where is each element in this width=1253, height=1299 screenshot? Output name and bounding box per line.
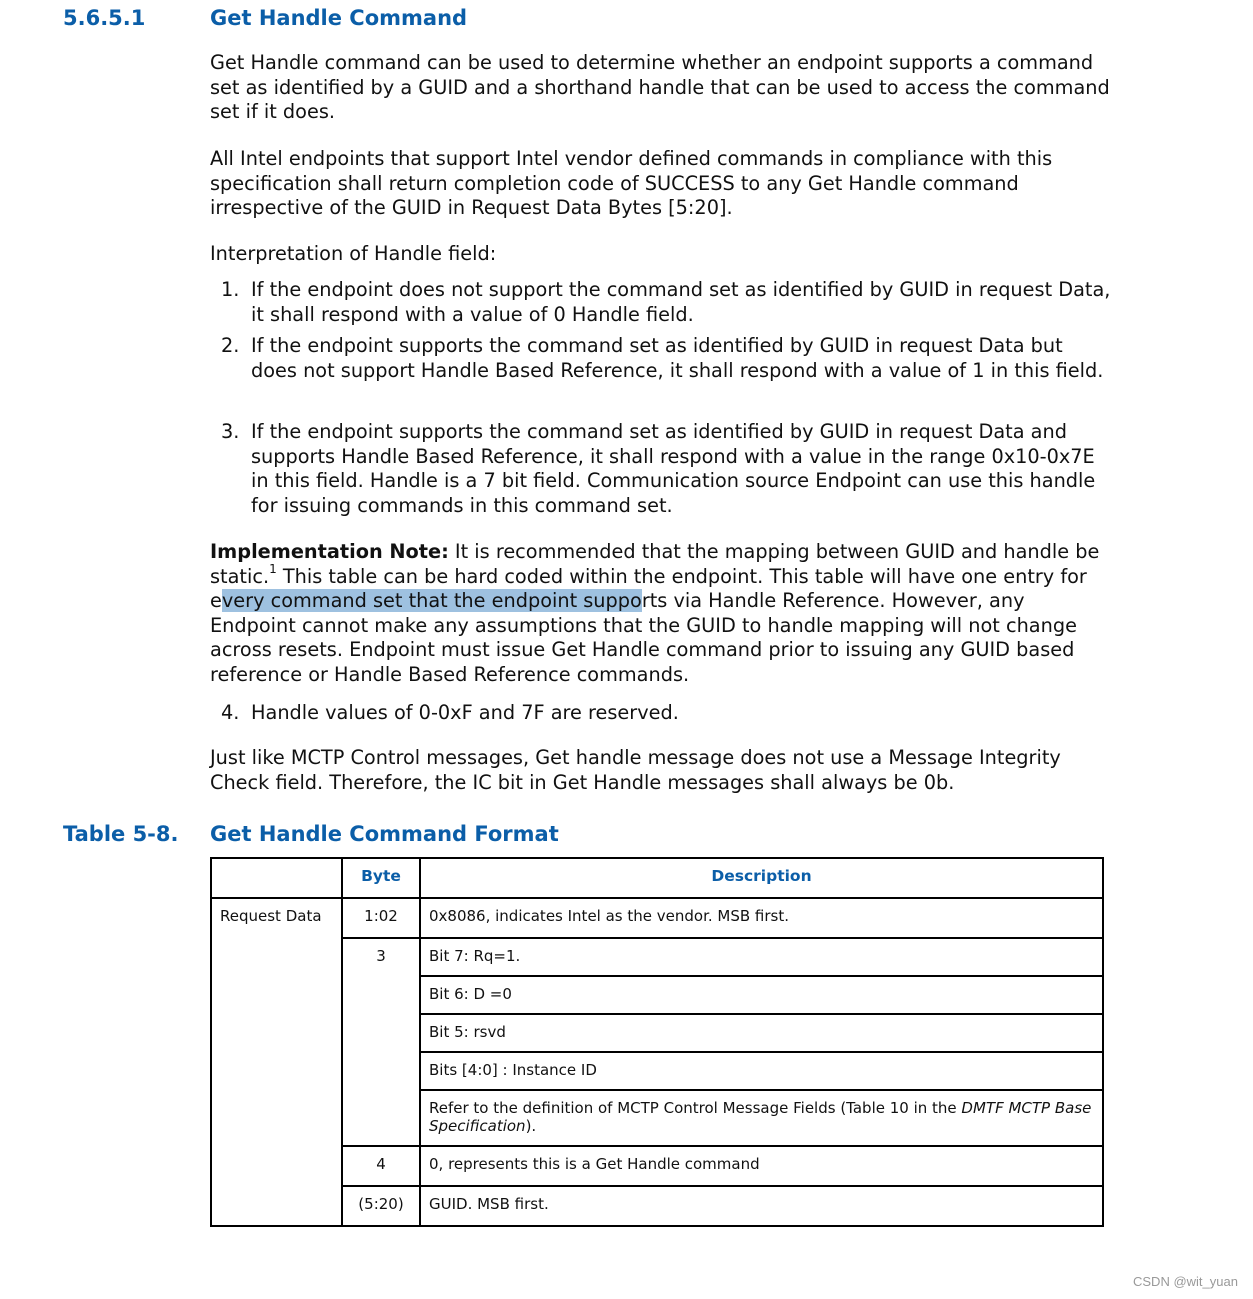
list-number: 2. xyxy=(221,334,240,357)
table-row xyxy=(211,898,1103,938)
header-description: Description xyxy=(420,858,1103,898)
command-format-table xyxy=(210,857,1104,1227)
intel-paragraph: All Intel endpoints that support Intel vendor defined commands in compliance with this specification shall return completion code of SUCCESS to any Get Handle command irrespective of the GUID in Request Data Bytes [5:20]. xyxy=(210,147,1053,220)
byte-cell: (5:20) xyxy=(342,1186,420,1226)
description-cell: Bit 5: rsvd xyxy=(420,1014,1103,1052)
list-item xyxy=(221,420,1111,518)
note-label: Implementation Note: xyxy=(210,540,449,563)
intro-paragraph: Get Handle command can be used to determine whether an endpoint supports a command set as identified by a GUID and a shorthand handle that can be used to access the command set if it does. xyxy=(210,51,1110,124)
group-label: Request Data xyxy=(211,898,342,1226)
list-item xyxy=(221,278,1111,327)
table-header-row xyxy=(211,858,1103,898)
table-row xyxy=(211,1186,1103,1226)
table-row xyxy=(211,1146,1103,1186)
list-item xyxy=(221,701,1111,726)
note-text: This table can be hard coded within the endpoint. This table will have one entry for e xyxy=(210,564,1087,613)
watermark: CSDN @wit_yuan xyxy=(1133,1274,1238,1289)
section-number: 5.6.5.1 xyxy=(63,6,146,30)
description-cell: Bits [4:0] : Instance ID xyxy=(420,1052,1103,1090)
list-text: If the endpoint does not support the command set as identified by GUID in request Data, it shall respond with a value of 0 Handle field. xyxy=(251,278,1111,326)
list-number: 4. xyxy=(221,701,240,724)
list-number: 1. xyxy=(221,278,240,301)
description-cell: Bit 7: Rq=1. xyxy=(420,938,1103,976)
text-selection-highlight[interactable]: very command set that the endpoint suppo xyxy=(221,589,642,613)
interpretation-label: Interpretation of Handle field: xyxy=(210,242,497,265)
description-cell: 0x8086, indicates Intel as the vendor. MSB first. xyxy=(420,898,1103,938)
section-title: Get Handle Command xyxy=(210,6,468,30)
header-byte: Byte xyxy=(342,858,420,898)
footnote-marker[interactable]: 1 xyxy=(269,562,277,577)
description-cell: Bit 6: D =0 xyxy=(420,976,1103,1014)
spec-reference: DMTF MCTP Base Specification xyxy=(429,1099,1092,1135)
table-title: Get Handle Command Format xyxy=(210,822,559,846)
list-text: If the endpoint supports the command set as identified by GUID in request Data and supports Handle Based Reference, it shall respond with a value in the range 0x10-0x7E in this field. Handle is a 7 bit field. Communication source Endpoint can use this handle for issuing commands in this command set. xyxy=(251,420,1096,517)
list-text: If the endpoint supports the command set as identified by GUID in request Data but does not support Handle Based Reference, it shall respond with a value of 1 in this field. xyxy=(251,334,1104,382)
description-cell: GUID. MSB first. xyxy=(420,1186,1103,1226)
description-cell: 0, represents this is a Get Handle command xyxy=(420,1146,1103,1186)
description-cell xyxy=(420,1090,1103,1146)
implementation-note[interactable] xyxy=(210,540,1110,688)
table-number: Table 5-8. xyxy=(63,822,179,846)
description-text: ). xyxy=(525,1117,537,1135)
table-row xyxy=(211,938,1103,976)
closing-paragraph: Just like MCTP Control messages, Get handle message does not use a Message Integrity Check field. Therefore, the IC bit in Get Handle messages shall always be 0b. xyxy=(210,746,1061,794)
byte-cell: 4 xyxy=(342,1146,420,1186)
list-text: Handle values of 0-0xF and 7F are reserved. xyxy=(251,701,679,724)
header-empty xyxy=(211,858,342,898)
list-item xyxy=(221,334,1111,383)
note-text: It is recommended that the mapping between GUID and handle be static. xyxy=(210,540,1100,588)
note-text: rts via Handle Reference. However, any Endpoint cannot make any assumptions that the GUID to handle mapping will not change across resets. Endpoint must issue Get Handle command prior to issuing any GUID based reference or Handle Based Reference commands. xyxy=(210,589,1077,686)
byte-cell: 1:02 xyxy=(342,898,420,938)
byte-cell: 3 xyxy=(342,938,420,1146)
list-number: 3. xyxy=(221,420,240,443)
description-text: Refer to the definition of MCTP Control Message Fields (Table 10 in the xyxy=(429,1099,962,1117)
